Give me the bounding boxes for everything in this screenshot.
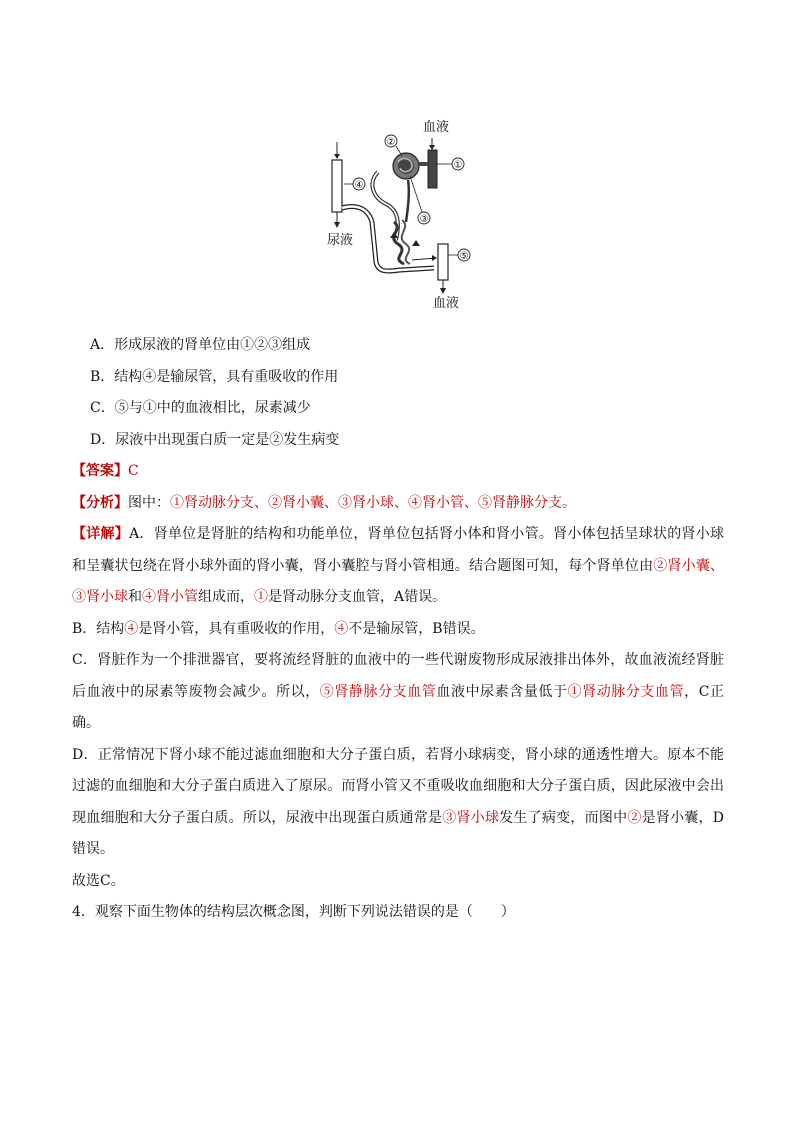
flow-arrow-2 <box>412 240 420 246</box>
detail-b-text-1: B．结构 <box>72 620 125 637</box>
option-c: C．⑤与①中的血液相比，尿素减少 <box>90 400 311 416</box>
marker-1-text: ① <box>453 160 463 171</box>
leader-3 <box>410 176 422 212</box>
option-b: B．结构④是输尿管，具有重吸收的作用 <box>90 368 339 385</box>
marker-5-text: ⑤ <box>459 251 469 262</box>
detail-c-highlight-1: ⑤肾静脉分支血管 <box>319 683 437 700</box>
arrow-duct-in-head <box>334 154 340 159</box>
arrow-duct-out-head <box>334 222 340 228</box>
detail-d-text-2: 发生了病变，而图中 <box>499 809 628 826</box>
label-urine: 尿液 <box>326 233 354 248</box>
detail-c-text-1: C．肾脏作为一个排泄器官，要将流经肾脏的血液中的一些代谢废物形成尿液排出体外，故血液流经肾脏后血液中的尿素等废物会减少。所以， <box>72 652 724 700</box>
marker-3-text: ③ <box>419 214 429 225</box>
detail-tag: 【详解】 <box>72 526 130 542</box>
arrow-vein-out-head <box>440 288 446 294</box>
collecting-duct-shape <box>332 160 342 212</box>
detail-a-highlight-3: ① <box>254 589 268 605</box>
detail-d-text-1: D．正常情况下肾小球不能过滤血细胞和大分子蛋白质，若肾小球病变，肾小球的通透性增大。原本不能过滤的血细胞和大分子蛋白质进入了原尿。而肾小管又不重吸收血细胞和大分子蛋白质，因此尿液中会出现血细胞和大分子蛋白质。所以，尿液中出现蛋白质通常是 <box>72 746 724 826</box>
detail-a-highlight-2: ④肾小管 <box>142 589 198 605</box>
analysis-tag: 【分析】 <box>72 494 128 511</box>
detail-c-text-3: ，C正确。 <box>72 683 725 731</box>
renal-artery-branch-shape <box>428 150 437 188</box>
detail-b-highlight-1: ④ <box>124 620 139 637</box>
detail-d-highlight-1: ③肾小球 <box>442 809 500 826</box>
detail-b <box>72 614 724 646</box>
question-content <box>72 330 724 929</box>
detail-d <box>72 740 724 866</box>
analysis-line <box>72 488 724 520</box>
detail-a-text-4: 是肾动脉分支血管，A错误。 <box>268 589 447 605</box>
detail-a-text-1: A．肾单位是肾脏的结构和功能单位，肾单位包括肾小体和肾小管。肾小体包括呈球状的肾小球和呈囊状包绕在肾小球外面的肾小囊，肾小囊腔与肾小管相通。结合题图可知，每个肾单位由 <box>72 526 725 574</box>
option-a: A．形成尿液的肾单位由①②③组成 <box>90 337 311 353</box>
detail-a-text-2: 和 <box>128 589 142 605</box>
detail-a-text-3: 组成而， <box>198 589 254 605</box>
analysis-lead: 图中： <box>128 494 170 511</box>
detail-c <box>72 645 724 740</box>
nephron-svg <box>316 112 482 312</box>
question-4-stem: 4．观察下面生物体的结构层次概念图，判断下列说法错误的是（ ） <box>72 904 515 920</box>
arrow-vein-in-head <box>432 255 437 261</box>
arrow-artery-in-head <box>429 145 435 150</box>
capillary-network-2 <box>402 220 410 264</box>
answer-line <box>72 456 724 488</box>
option-d: D．尿液中出现蛋白质一定是②发生病变 <box>90 431 340 448</box>
label-blood-top: 血液 <box>422 120 450 135</box>
detail-a-highlight-1: ②肾小囊、③肾小球 <box>72 557 725 605</box>
proximal-tubule <box>372 172 397 240</box>
nephron-diagram <box>316 112 482 312</box>
renal-vein-branch-shape <box>438 244 448 280</box>
proximal-tubule-inner <box>372 172 397 240</box>
conclusion: 故选C。 <box>72 872 125 889</box>
label-blood-bottom: 血液 <box>432 296 460 311</box>
detail-b-text-3: 不是输尿管，B错误。 <box>348 620 485 637</box>
marker-2-text: ② <box>386 137 396 148</box>
detail-d-highlight-2: ② <box>627 809 642 826</box>
detail-d-text-3: 是肾小囊，D错误。 <box>72 809 725 857</box>
analysis-items: ①肾动脉分支、②肾小囊、③肾小球、④肾小管、⑤肾静脉分支。 <box>170 494 576 511</box>
detail-a <box>72 519 724 614</box>
detail-b-text-2: 是肾小管，具有重吸收的作用， <box>138 620 335 637</box>
answer-tag: 【答案】 <box>72 463 128 479</box>
detail-b-highlight-2: ④ <box>334 620 349 637</box>
detail-c-text-2: 血液中尿素含量低于 <box>436 683 568 700</box>
answer-value: C <box>128 463 139 479</box>
detail-c-highlight-2: ①肾动脉分支血管 <box>567 683 685 700</box>
efferent-arteriole <box>406 180 409 222</box>
marker-4-text: ④ <box>354 180 364 191</box>
